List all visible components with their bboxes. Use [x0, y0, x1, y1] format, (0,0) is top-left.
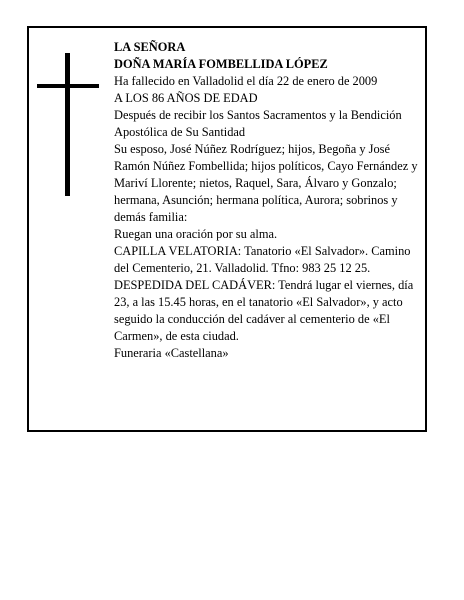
- death-notice: Ha fallecido en Valladolid el día 22 de enero de 2009: [114, 74, 378, 88]
- funeral-home: Funeraria «Castellana»: [114, 346, 229, 360]
- sacraments-paragraph: Después de recibir los Santos Sacramentos y la Bendición Apostólica de Su Santidad: [114, 108, 402, 139]
- obituary-text: [114, 39, 424, 362]
- cross-icon-crossbar: [37, 84, 99, 88]
- age-line: A LOS 86 AÑOS DE EDAD: [114, 91, 258, 105]
- deceased-name: DOÑA MARÍA FOMBELLIDA LÓPEZ: [114, 57, 328, 71]
- obituary-heading: LA SEÑORA: [114, 40, 186, 54]
- chapel-paragraph: CAPILLA VELATORIA: Tanatorio «El Salvador». Camino del Cementerio, 21. Valladolid. Tfno: 983 25 12 25.: [114, 244, 411, 275]
- prayer-request: Ruegan una oración por su alma.: [114, 227, 278, 241]
- farewell-paragraph: DESPEDIDA DEL CADÁVER: Tendrá lugar el viernes, día 23, a las 15.45 horas, en el tanatorio «El Salvador», y acto seguido la conducción del cadáver al cementerio de «El Carmen», de esta ciudad.: [114, 278, 414, 343]
- family-paragraph: Su esposo, José Núñez Rodríguez; hijos, Begoña y José Ramón Núñez Fombellida; hijos políticos, Cayo Fernández y Mariví Llorente; nietos, Raquel, Sara, Álvaro y Gonzalo; hermana, Asunción; hermana política, Aurora; sobrinos y demás familia:: [114, 142, 418, 224]
- cross-icon: [65, 53, 70, 196]
